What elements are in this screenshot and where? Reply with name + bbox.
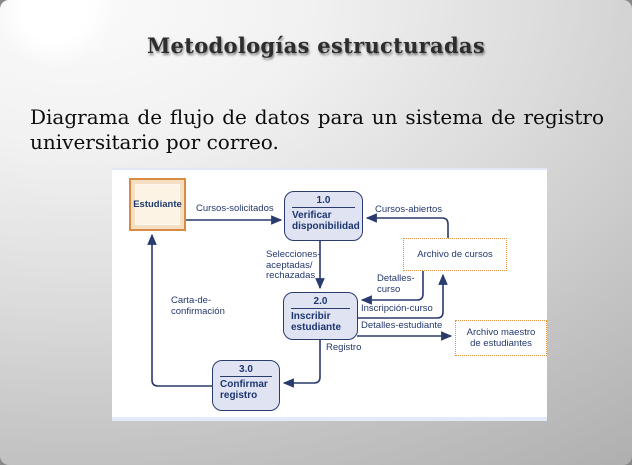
body-line-2: universitario por correo. — [30, 130, 279, 154]
flow-label-detalles-curso — [377, 274, 415, 295]
process-3-divider — [220, 376, 272, 377]
flow-label-carta-line2: confirmación — [171, 305, 225, 317]
entity-estudiante-label: Estudiante — [135, 184, 180, 225]
entity-estudiante — [129, 178, 186, 231]
flow-label-cursos-abiertos: Cursos-abiertos — [375, 204, 443, 215]
flow-label-selecciones-line1: Selecciones- — [266, 249, 321, 260]
datastore-archivo-maestro-label-line1: Archivo maestro — [466, 327, 536, 338]
flow-registro-line — [284, 340, 320, 383]
flow-label-registro: Registro — [326, 342, 362, 353]
process-3-number: 3.0 — [239, 364, 253, 375]
datastore-archivo-de-cursos-label: Archivo de cursos — [417, 249, 493, 260]
flow-label-inscripcion-curso: Inscripción-curso — [361, 303, 433, 314]
process-3-name-line2: registro — [220, 390, 258, 401]
flow-label-selecciones — [266, 250, 320, 282]
process-3-confirmar-registro — [212, 360, 280, 411]
flow-label-carta-line1: Carta-de- — [171, 295, 212, 306]
flow-cursos-abiertos-line — [367, 218, 448, 238]
process-2-name-line2: estudiante — [291, 322, 342, 333]
flow-label-selecciones-line2: aceptadas/ — [266, 259, 313, 271]
process-1-number: 1.0 — [316, 195, 331, 206]
flow-label-selecciones-line3: rechazadas — [266, 270, 316, 281]
datastore-archivo-maestro-label-line2: de estudiantes — [470, 338, 532, 349]
process-1-verificar-disponibilidad — [284, 191, 363, 241]
process-2-number: 2.0 — [313, 296, 328, 307]
slide-title: Metodologías estructuradas — [147, 33, 485, 58]
process-1-name-line1: Verificar — [292, 210, 332, 221]
flow-label-cursos-solicitados: Cursos-solicitados — [196, 203, 274, 214]
process-1-divider — [292, 207, 355, 208]
slide-body-paragraph — [30, 105, 604, 155]
process-1-name-line2: disponibilidad — [292, 221, 360, 232]
dataflow-diagram-panel — [112, 168, 547, 421]
body-line-1: Diagrama de flujo de datos para un sistema de registro — [30, 105, 604, 129]
process-3-name-line1: Confirmar — [220, 379, 268, 390]
flow-label-detalles-curso-line1: Detalles- — [377, 273, 415, 284]
process-2-name-line1: Inscribir — [291, 311, 331, 322]
datastore-archivo-de-cursos — [403, 238, 507, 271]
process-2-inscribir-estudiante — [283, 292, 358, 340]
flow-label-carta-de-confirmacion — [171, 296, 225, 317]
process-2-divider — [291, 308, 350, 309]
datastore-archivo-maestro-de-estudiantes — [455, 320, 547, 356]
flow-label-detalles-curso-line2: curso — [377, 283, 401, 295]
flow-label-detalles-estudiante: Detalles-estudiante — [361, 320, 443, 331]
